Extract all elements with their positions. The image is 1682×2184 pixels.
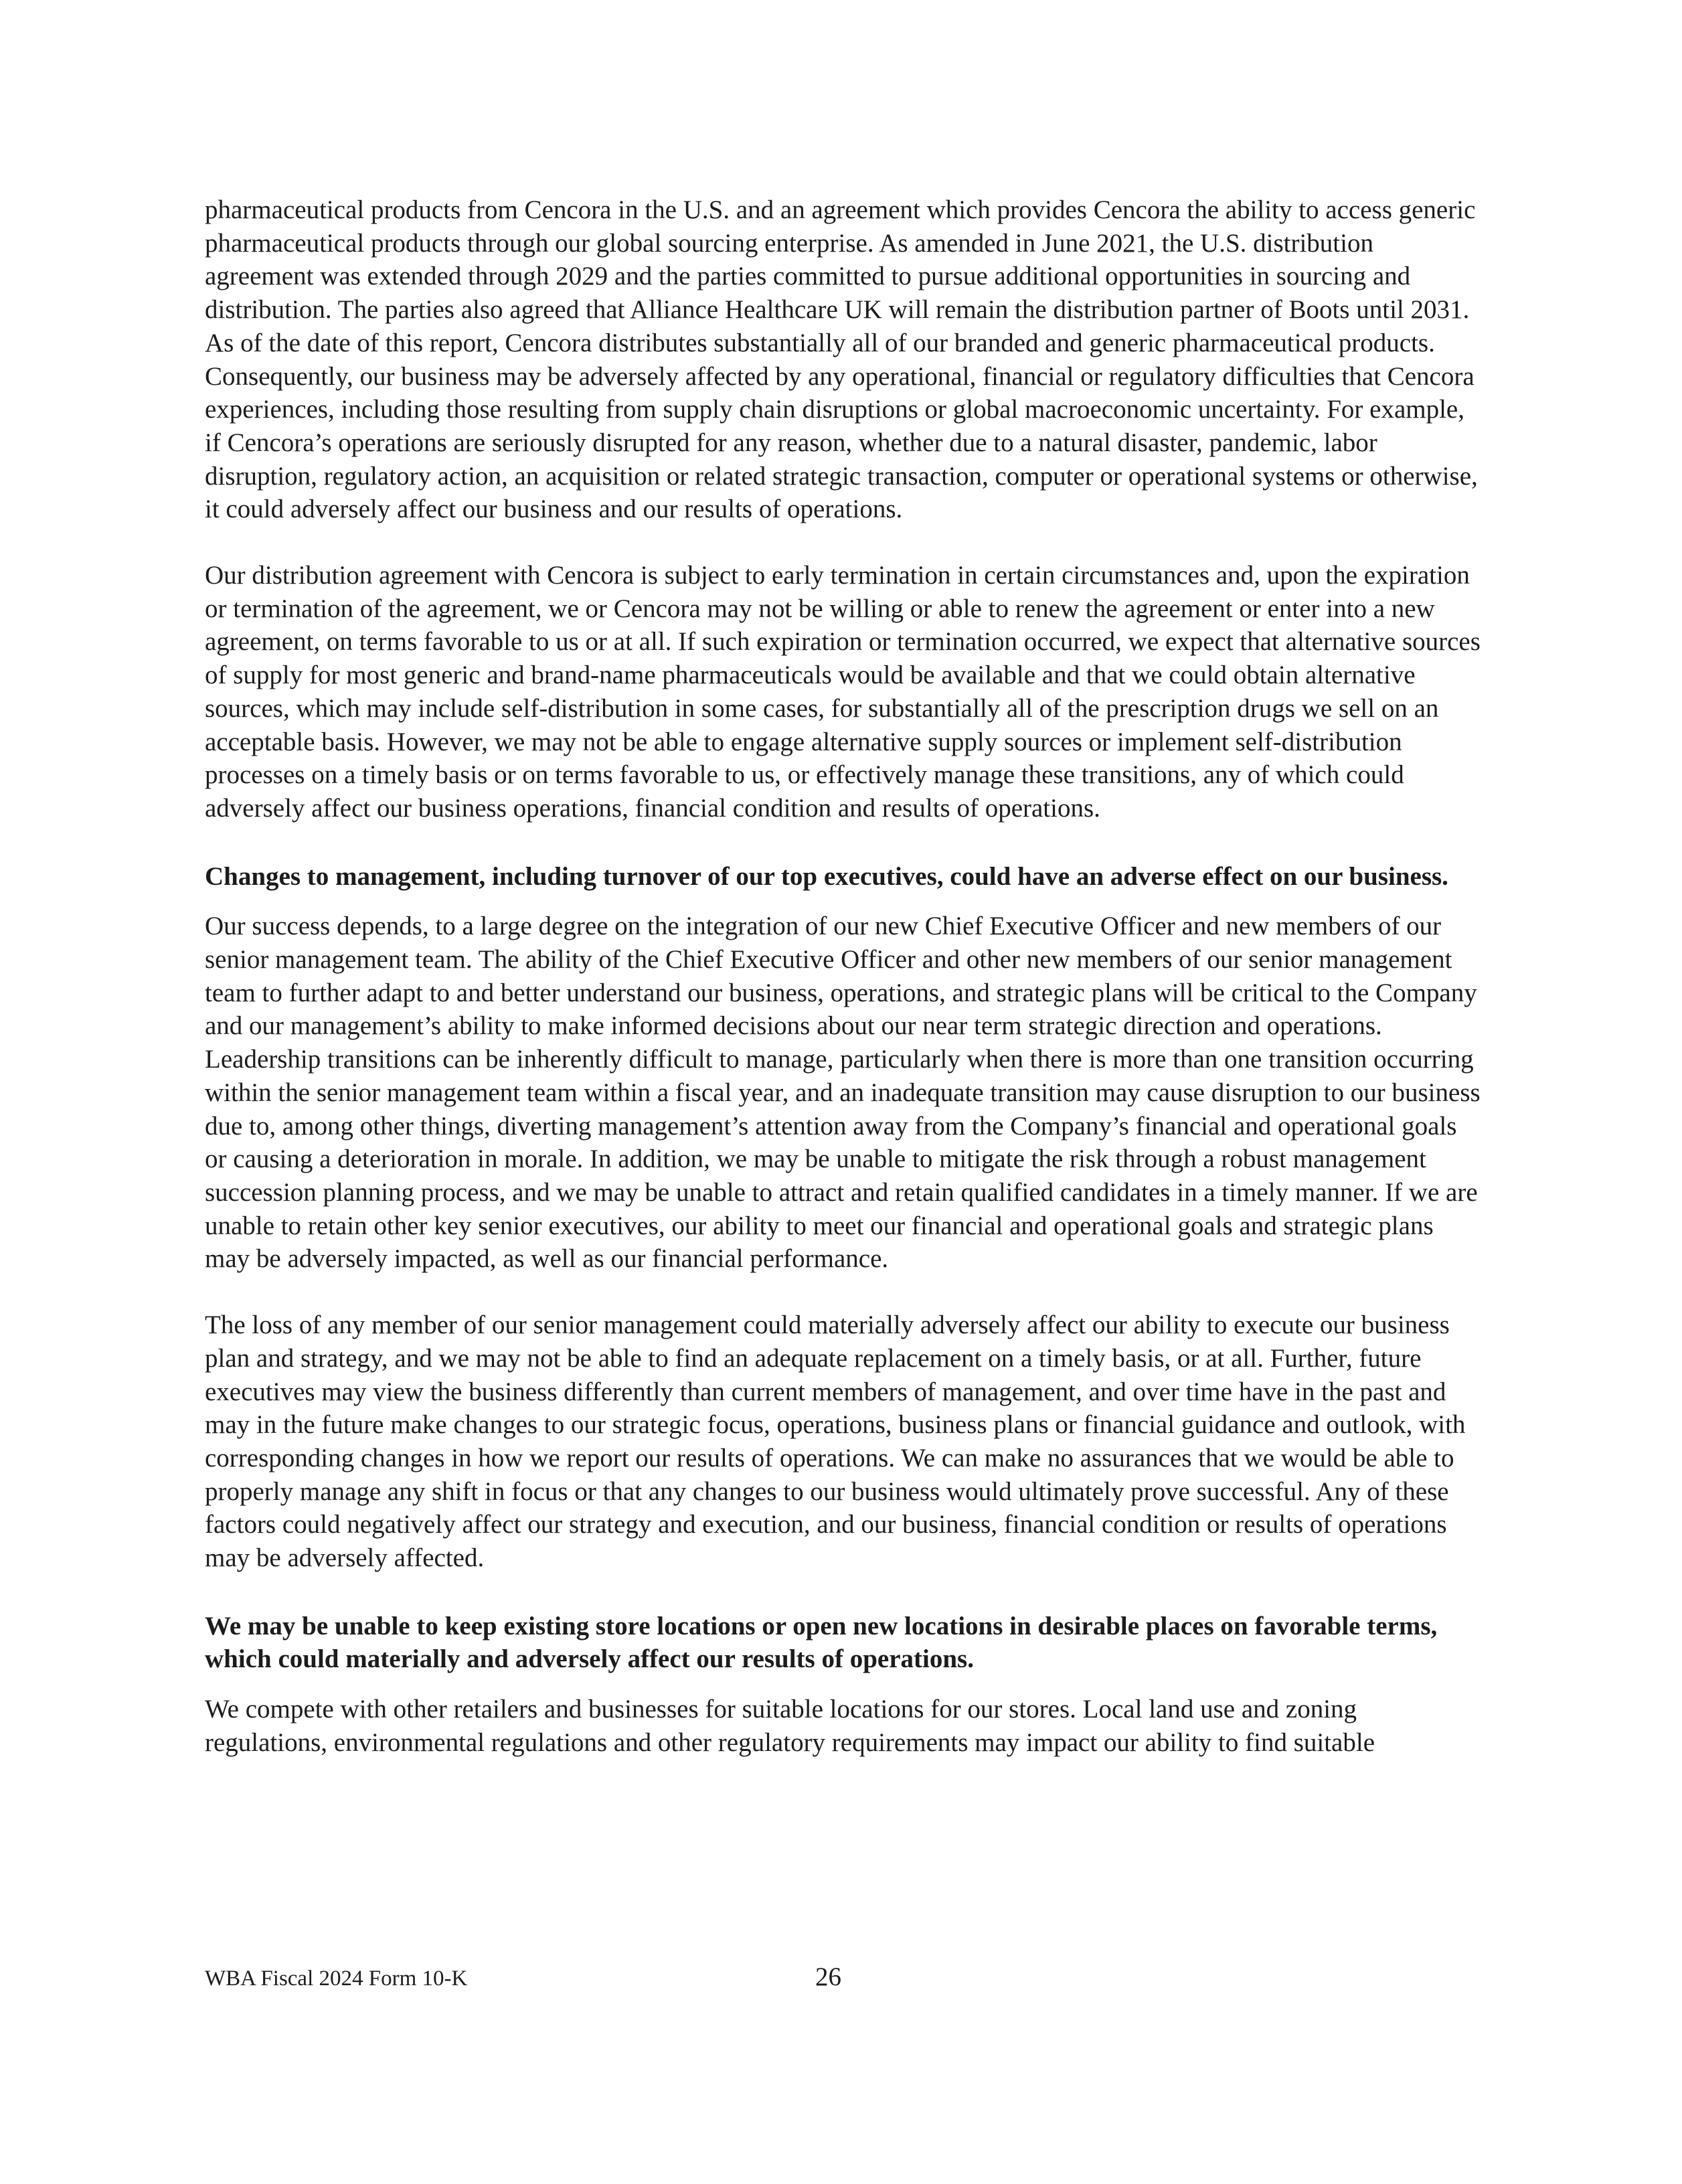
body-paragraph: We compete with other retailers and businesses for suitable locations for our stores. Local land use and zoning regulations, environmental regulations and other regulatory requirements may impact our ability to find suitable: [205, 1695, 1375, 1757]
body-paragraph: The loss of any member of our senior management could materially adversely affect our ability to execute our business plan and strategy, and we may not be able to find an adequate replacement on a timely basis, or at all. Further, future executives may view the business differently than current members of management, and over time have in the past and may in the future make changes to our strategic focus, operations, business plans or financial guidance and outlook, with corresponding changes in how we report our results of operations. We can make no assurances that we would be able to properly manage any shift in focus or that any changes to our business would ultimately prove successful. Any of these factors could negatively affect our strategy and execution, and our business, financial condition or results of operations may be adversely affected.: [205, 1311, 1466, 1573]
body-paragraph: Our distribution agreement with Cencora is subject to early termination in certain circumstances and, upon the expiration or termination of the agreement, we or Cencora may not be willing or able to renew the agreement or enter into a new agreement, on terms favorable to us or at all. If such expiration or termination occurred, we expect that alternative sources of supply for most generic and brand-name pharmaceuticals would be available and that we could obtain alternative sources, which may include self-distribution in some cases, for substantially all of the prescription drugs we sell on an acceptable basis. However, we may not be able to engage alternative supply sources or implement self-distribution processes on a timely basis or on terms favorable to us, or effectively manage these transitions, any of which could adversely affect our business operations, financial condition and results of operations.: [205, 561, 1481, 823]
footer-page-number: 26: [815, 1962, 841, 1991]
section-heading: Changes to management, including turnover of our top executives, could have an adverse effect on our business.: [205, 861, 1448, 891]
body-paragraph: Our success depends, to a large degree on the integration of our new Chief Executive Officer and new members of our senior management team. The ability of the Chief Executive Officer and other new members of our senior management team to further adapt to and better understand our business, operations, and strategic plans will be critical to the Company and our management’s ability to make informed decisions about our near term strategic direction and operations. Leadership transitions can be inherently difficult to manage, particularly when there is more than one transition occurring within the senior management team within a fiscal year, and an inadequate transition may cause disruption to our business due to, among other things, diverting management’s attention away from the Company’s financial and operational goals or causing a deterioration in morale. In addition, we may be unable to mitigate the risk through a robust management succession planning process, and we may be unable to attract and retain qualified candidates in a timely manner. If we are unable to retain other key senior executives, our ability to meet our financial and operational goals and strategic plans may be adversely impacted, as well as our financial performance.: [205, 912, 1481, 1274]
section-heading: We may be unable to keep existing store locations or open new locations in desirable places on favorable terms, which could materially and adversely affect our results of operations.: [205, 1611, 1438, 1674]
document-body: [205, 193, 1483, 1760]
footer-document-label: WBA Fiscal 2024 Form 10-K: [205, 1966, 468, 1991]
body-paragraph: pharmaceutical products from Cencora in the U.S. and an agreement which provides Cencora the ability to access generic pharmaceutical products through our global sourcing enterprise. As amended in June 2021, the U.S. distribution agreement was extended through 2029 and the parties committed to pursue additional opportunities in sourcing and distribution. The parties also agreed that Alliance Healthcare UK will remain the distribution partner of Boots until 2031. As of the date of this report, Cencora distributes substantially all of our branded and generic pharmaceutical products. Consequently, our business may be adversely affected by any operational, financial or regulatory difficulties that Cencora experiences, including those resulting from supply chain disruptions or global macroeconomic uncertainty. For example, if Cencora’s operations are seriously disrupted for any reason, whether due to a natural disaster, pandemic, labor disruption, regulatory action, an acquisition or related strategic transaction, computer or operational systems or otherwise, it could adversely affect our business and our results of operations.: [205, 195, 1478, 524]
